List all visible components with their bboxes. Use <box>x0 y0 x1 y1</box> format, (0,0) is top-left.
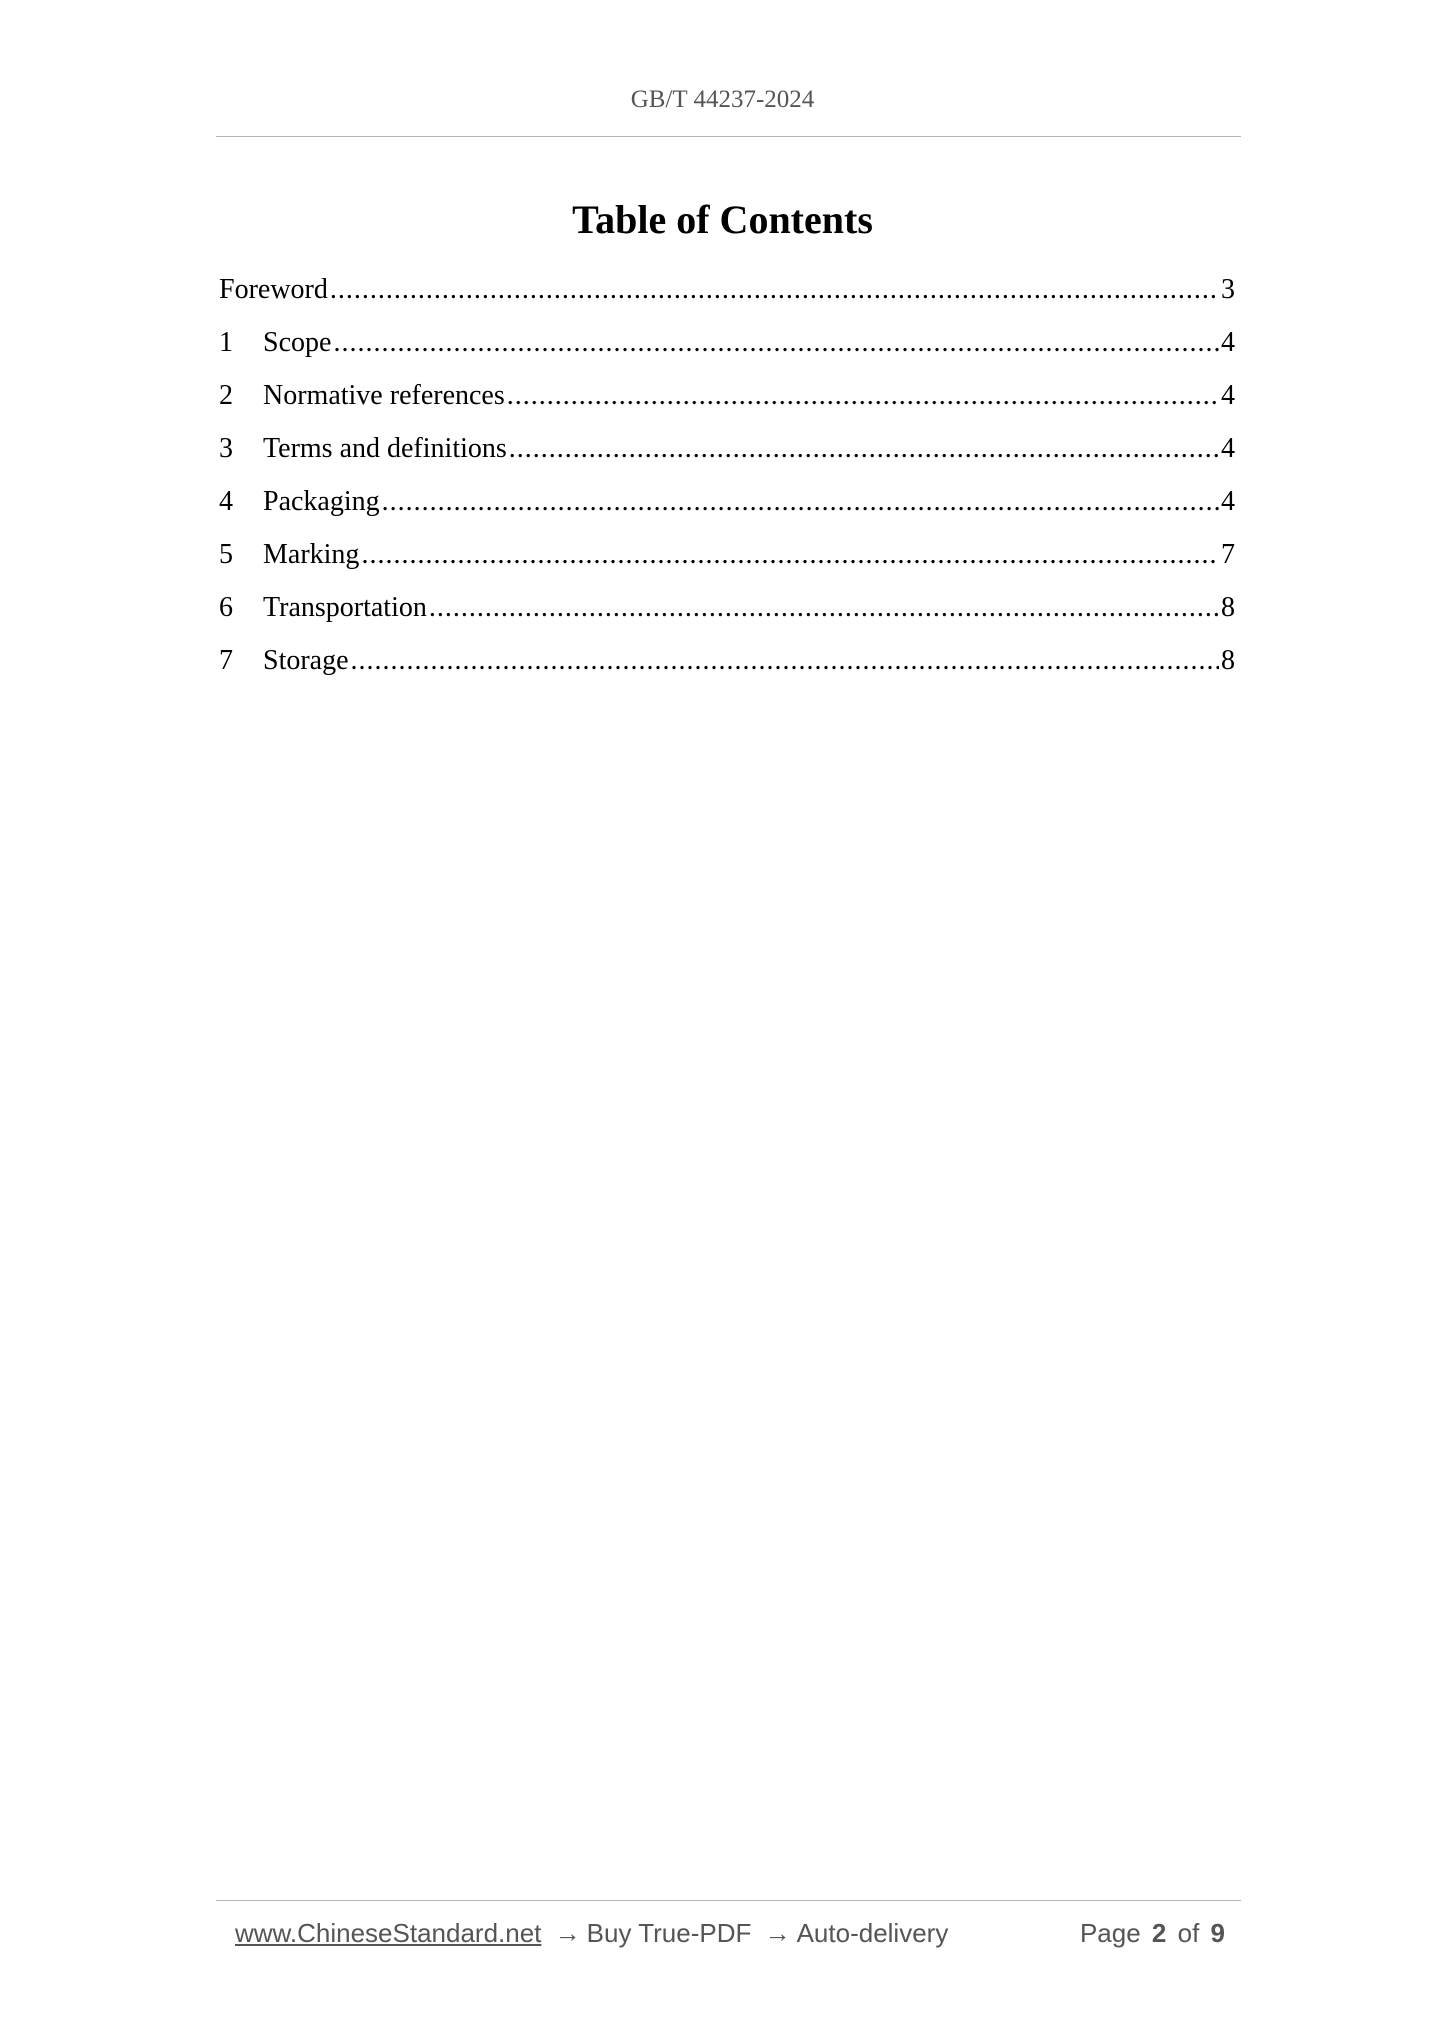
toc-entry-packaging[interactable] <box>219 482 1235 535</box>
toc-entry-label: Foreword <box>219 274 328 305</box>
toc-entry-page: 7 <box>1221 539 1235 570</box>
toc-dot-leader <box>429 588 1219 628</box>
header-standard-code: GB/T 44237-2024 <box>630 86 815 113</box>
toc-entry-number: 5 <box>219 539 233 570</box>
header-divider <box>216 136 1241 137</box>
toc-entry-page: 8 <box>1221 592 1235 623</box>
buy-true-pdf-text: Buy True-PDF <box>586 1918 752 1948</box>
toc-entry-label: Storage <box>263 645 349 676</box>
toc-entry-page: 3 <box>1221 274 1235 305</box>
toc-entry-transportation[interactable] <box>219 588 1235 641</box>
page-indicator <box>1076 1918 1225 1949</box>
toc-dot-leader <box>361 535 1219 575</box>
toc-dot-leader <box>333 323 1219 363</box>
toc-entry-number: 7 <box>219 645 233 676</box>
toc-entry-label: Packaging <box>263 486 380 517</box>
auto-delivery-text: Auto-delivery <box>796 1918 949 1948</box>
toc-title: Table of Contents <box>572 197 873 242</box>
of-word: of <box>1177 1918 1200 1948</box>
toc-entry-page: 4 <box>1221 486 1235 517</box>
footer-divider <box>216 1900 1241 1901</box>
toc-entry-foreword[interactable] <box>219 270 1235 323</box>
toc-dot-leader <box>509 429 1219 469</box>
page-footer <box>235 1918 1225 1949</box>
toc-entry-page: 4 <box>1221 380 1235 411</box>
toc-dot-leader <box>330 270 1219 310</box>
toc-entry-scope[interactable] <box>219 323 1235 376</box>
toc-entry-label: Transportation <box>263 592 427 623</box>
toc-entry-number: 4 <box>219 486 233 517</box>
toc-entry-storage[interactable] <box>219 641 1235 694</box>
toc-dot-leader <box>507 376 1219 416</box>
current-page-number: 2 <box>1151 1918 1167 1948</box>
toc-entry-page: 8 <box>1221 645 1235 676</box>
toc-entry-page: 4 <box>1221 327 1235 358</box>
toc-entry-terms-and-definitions[interactable] <box>219 429 1235 482</box>
toc-entry-number: 2 <box>219 380 233 411</box>
arrow-right-icon: → <box>554 1918 581 1948</box>
site-link[interactable]: www.ChineseStandard.net <box>235 1918 542 1948</box>
toc-entry-number: 3 <box>219 433 233 464</box>
toc-dot-leader <box>351 641 1219 681</box>
toc-entry-number: 1 <box>219 327 233 358</box>
footer-promo <box>235 1918 948 1949</box>
toc-entry-label: Normative references <box>263 380 505 411</box>
toc-entry-normative-references[interactable] <box>219 376 1235 429</box>
toc-list <box>219 270 1235 694</box>
toc-entry-number: 6 <box>219 592 233 623</box>
toc-entry-label: Scope <box>263 327 332 358</box>
toc-entry-label: Terms and definitions <box>263 433 507 464</box>
page-word: Page <box>1079 1918 1141 1948</box>
toc-entry-label: Marking <box>263 539 360 570</box>
arrow-right-icon: → <box>764 1918 791 1948</box>
total-page-count: 9 <box>1210 1918 1225 1948</box>
toc-entry-page: 4 <box>1221 433 1235 464</box>
toc-entry-marking[interactable] <box>219 535 1235 588</box>
toc-dot-leader <box>382 482 1219 522</box>
